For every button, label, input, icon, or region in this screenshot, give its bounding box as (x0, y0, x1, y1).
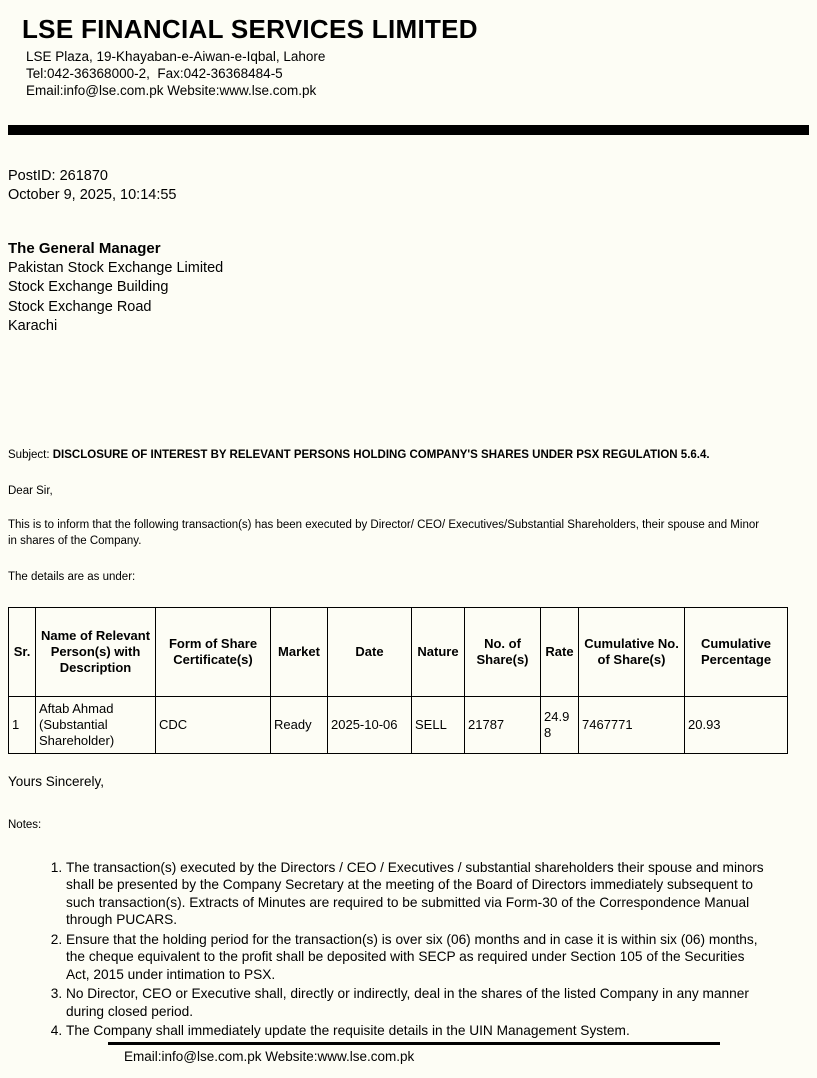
company-tel-fax: Tel:042-36368000-2, Fax:042-36368484-5 (26, 66, 283, 81)
col-header-shares: No. of Share(s) (465, 607, 541, 696)
letterhead (8, 6, 809, 99)
intro-paragraph: This is to inform that the following transaction(s) has been executed by Director/ CEO/ Executives/Substantial Shareholders, their spouse and Minor in shares of the Company. (8, 518, 760, 547)
cell-rate: 24.98 (541, 696, 579, 753)
col-header-sr: Sr. (9, 607, 36, 696)
cell-nature: SELL (412, 696, 465, 753)
col-header-date: Date (328, 607, 412, 696)
post-datetime: October 9, 2025, 10:14:55 (8, 187, 177, 203)
footer-email-web: Email:info@lse.com.pk Website:www.lse.com.pk (124, 1048, 415, 1064)
cell-market: Ready (271, 696, 328, 753)
recipient-line-2: Stock Exchange Building (8, 279, 169, 295)
post-id: PostID: 261870 (8, 168, 108, 184)
subject-text: DISCLOSURE OF INTEREST BY RELEVANT PERSONS HOLDING COMPANY'S SHARES UNDER PSX REGULATION 5.6.4. (52, 448, 710, 461)
cell-shares: 21787 (465, 696, 541, 753)
table-header-row (9, 607, 788, 696)
subject-label: Subject: (8, 448, 53, 461)
recipient-line-3: Stock Exchange Road (8, 298, 152, 315)
note-item-3: 3. No Director, CEO or Executive shall, directly or indirectly, deal in the shares of the listed Company in any manner during closed period. (66, 985, 764, 1020)
details-line: The details are as under: (8, 570, 136, 583)
cell-cumulative-shares: 7467771 (579, 696, 685, 753)
recipient-line-4: Karachi (8, 318, 58, 334)
cell-name: Aftab Ahmad (Substantial Shareholder) (36, 696, 156, 753)
header-divider-bar (8, 125, 809, 135)
recipient-title: The General Manager (8, 240, 161, 257)
salutation: Dear Sir, (8, 484, 53, 497)
col-header-nature: Nature (412, 607, 465, 696)
table-row (9, 696, 788, 753)
cell-form: CDC (156, 696, 271, 753)
col-header-cumulative-percentage: Cumulative Percentage (685, 607, 788, 696)
note-item-4: 4. The Company shall immediately update the requisite details in the UIN Management System. (66, 1022, 764, 1040)
page-footer (108, 1042, 720, 1066)
closing-line: Yours Sincerely, (8, 773, 105, 789)
recipient-line-1: Pakistan Stock Exchange Limited (8, 259, 224, 276)
note-item-1: 1. The transaction(s) executed by the Directors / CEO / Executives / substantial shareholders their spouse and minors shall be presented by the Company Secretary at the meeting of the Board of Directors immediately subsequent to such transaction(s). Extracts of Minutes are required to be submitted via Form-30 of the Correspondence Manual through PUCARS. (66, 859, 764, 929)
cell-sr: 1 (9, 696, 36, 753)
company-address: LSE Plaza, 19-Khayaban-e-Aiwan-e-Iqbal, Lahore (26, 49, 326, 64)
company-name: LSE FINANCIAL SERVICES LIMITED (22, 14, 478, 44)
recipient-block (8, 239, 809, 337)
col-header-form: Form of Share Certificate(s) (156, 607, 271, 696)
notes-list (8, 859, 764, 1042)
note-item-2: 2. Ensure that the holding period for the transaction(s) is over six (06) months and in case it is within six (06) months, the cheque equivalent to the profit shall be deposited with SECP as required under Section 105 of the Securities Act, 2015 under intimation to PSX. (66, 931, 764, 984)
subject-line (8, 449, 809, 461)
transactions-table (8, 607, 788, 754)
col-header-name: Name of Relevant Person(s) with Description (36, 607, 156, 696)
col-header-rate: Rate (541, 607, 579, 696)
notes-label: Notes: (8, 818, 42, 831)
cell-date: 2025-10-06 (328, 696, 412, 753)
post-meta (8, 167, 809, 205)
company-email-web: Email:info@lse.com.pk Website:www.lse.com.pk (26, 83, 317, 98)
cell-cumulative-percentage: 20.93 (685, 696, 788, 753)
col-header-market: Market (271, 607, 328, 696)
col-header-cumulative-shares: Cumulative No. of Share(s) (579, 607, 685, 696)
